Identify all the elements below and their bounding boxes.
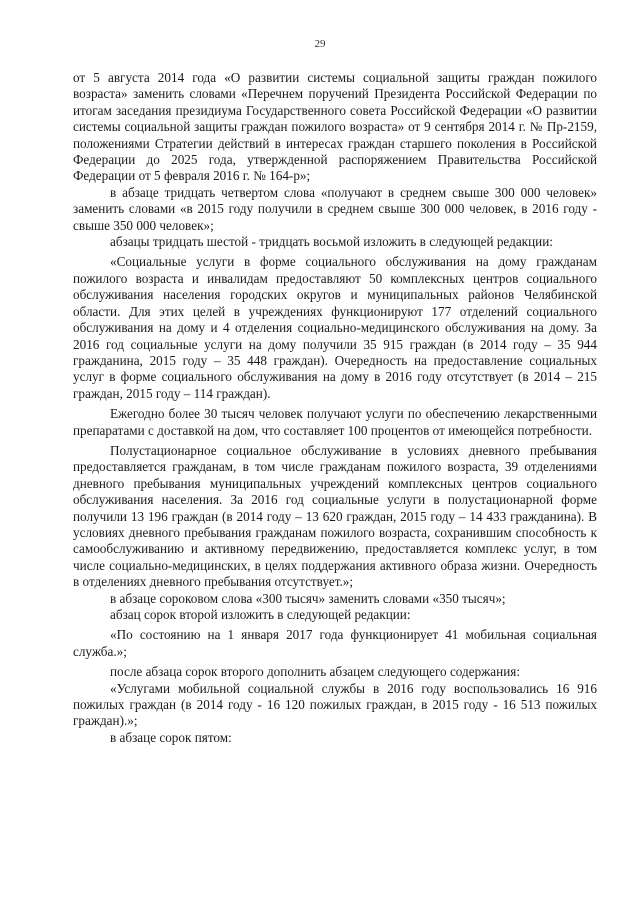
paragraph: Полустационарное социальное обслуживание в условиях дневного пребывания предоставляется гражданам, в том числе гражданам пожилого возраста, 39 отделениями дневного пребывания муниципальных учреждений комплексных центров социального обслуживания населения. За 2016 год социальные услуги в полустационарной форме получили 13 196 граждан (в 2014 году – 13 620 граждан, 2015 году – 14 433 гражданина). В условиях дневного пребывания гражданам пожилого возраста, сохранившим способность к самообслуживанию и активному передвижению, предоставляется комплекс услуг, в том числе социально-медицинских, в целях поддержания активного образа жизни. Очередность в отделениях дневного пребывания отсутствует.»; [73, 442, 597, 590]
paragraph: после абзаца сорок второго дополнить абзацем следующего содержания: [110, 664, 520, 680]
paragraph: от 5 августа 2014 года «О развитии системы социальной защиты граждан пожилого возраста» заменить словами «Перечнем поручений Президента Российской Федерации по итогам заседания президиума Государственного совета Российской Федерации «О развитии системы социальной защиты граждан пожилого возраста» от 9 сентября 2014 г. № Пр-2159, положениями Стратегии действий в интересах граждан старшего поколения в Российской Федерации до 2025 года, утвержденной распоряжением Правительства Российской Федерации от 5 февраля 2016 г. № 164-р»; [73, 70, 597, 184]
paragraph: в абзаце сороковом слова «300 тысяч» заменить словами «350 тысяч»; [110, 590, 506, 606]
paragraph: Ежегодно более 30 тысяч человек получают услуги по обеспечению лекарственными препаратами с доставкой на дом, что составляет 100 процентов от имеющейся потребности. [73, 406, 597, 438]
paragraph: «Услугами мобильной социальной службы в 2016 году воспользовались 16 916 пожилых граждан (в 2014 году - 16 120 пожилых граждан, в 2015 году - 16 513 пожилых граждан).»; [73, 680, 597, 729]
paragraph: в абзаце тридцать четвертом слова «получают в среднем свыше 300 000 человек» заменить словами «в 2015 году получили в среднем свыше 300 000 человек, в 2016 году - свыше 350 000 человек»; [73, 184, 597, 233]
paragraph: абзацы тридцать шестой - тридцать восьмой изложить в следующей редакции: [110, 234, 553, 250]
document-body [73, 70, 597, 746]
paragraph: «По состоянию на 1 января 2017 года функционирует 41 мобильная социальная служба.»; [73, 627, 597, 659]
paragraph: абзац сорок второй изложить в следующей редакции: [110, 607, 411, 622]
paragraph: «Социальные услуги в форме социального обслуживания на дому гражданам пожилого возраста и инвалидам предоставляют 50 комплексных центров социального обслуживания населения городских округов и муниципальных районов Челябинской области. Для этих целей в учреждениях функционируют 177 отделений социального обслуживания на дому и 4 отделения социально-медицинского обслуживания на дому. За 2016 год социальные услуги на дому получили 35 915 граждан (в 2014 году – 35 944 гражданина, 2015 году – 35 448 граждан). Очередность на предоставление социальных услуг в форме социального обслуживания на дому в 2016 году отсутствует (в 2014 – 215 граждан, 2015 году – 114 граждан). [73, 254, 597, 401]
page-number: 29 [314, 38, 326, 50]
paragraph: в абзаце сорок пятом: [110, 729, 232, 745]
